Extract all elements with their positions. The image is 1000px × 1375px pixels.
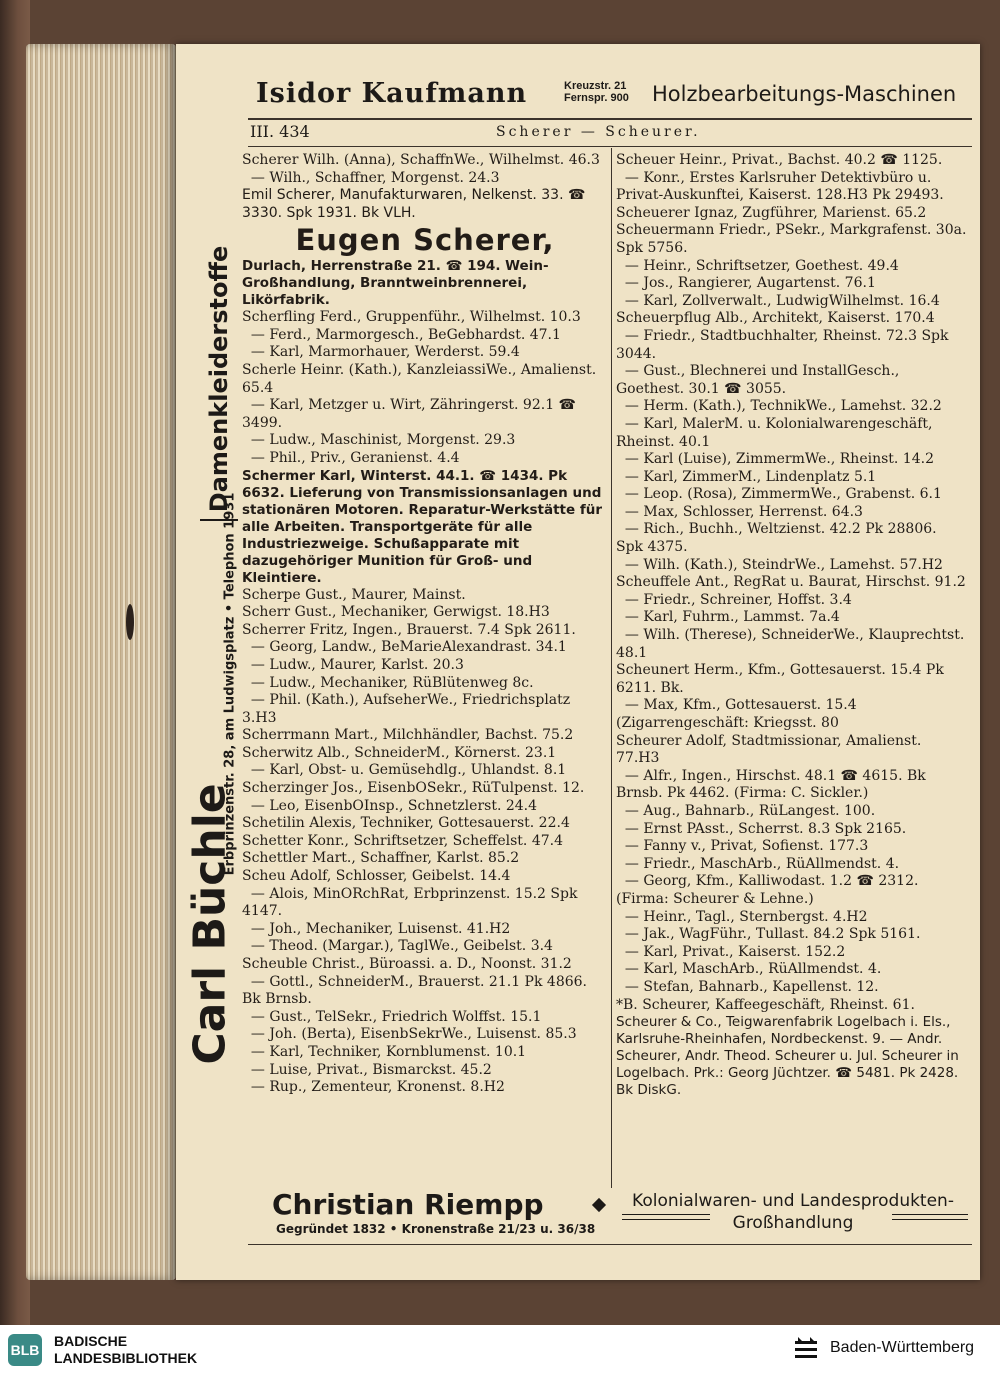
baden-wuerttemberg-lion-icon[interactable] <box>792 1335 820 1365</box>
list-item: — Max, Kfm., Gottesauerst. 15.4 (Zigarrengeschäft: Kriegsst. 80 <box>616 697 862 731</box>
directory-page <box>176 44 980 1280</box>
footer-ad-right-line2: Großhandlung <box>732 1213 854 1233</box>
list-item: — Ludw., Mechaniker, RüBlütenweg 8c. <box>242 674 534 691</box>
list-item: — Jak., WagFühr., Tullast. 84.2 Spk 5161. <box>616 926 921 943</box>
list-item: — Konr., Erstes Karlsruher Detektivbüro u. Privat-Auskunftei, Kaiserst. 128.H3 Pk 29493. <box>616 169 944 204</box>
ad-schermer: Schermer Karl, Winterst. 44.1. ☎ 1434. Pk 6632. Lieferung von Transmissionsanlagen und stationären Motoren. Reparatur-Werkstätte für alle Arbeiten. Transportgeräte für alle Industriezweige. Schußapparate mit dazugehöriger Munition für Groß- und Kleintiere. <box>242 467 607 586</box>
list-item: — Phil., Priv., Geranienst. 4.4 <box>242 449 460 466</box>
list-item: Scherle Heinr. (Kath.), KanzleiassiWe., Amalienst. 65.4 <box>242 361 601 396</box>
list-item: — Heinr., Schriftsetzer, Goethest. 49.4 <box>616 257 899 274</box>
list-item: — Karl, Techniker, Kornblumenst. 10.1 <box>242 1043 527 1060</box>
list-item: — Karl, Privat., Kaiserst. 152.2 <box>616 943 846 960</box>
list-item: Scheu Adolf, Schlosser, Geibelst. 14.4 <box>242 868 511 885</box>
list-item: Scheunert Herm., Kfm., Gottesauerst. 15.4 Pk 6211. Bk. <box>616 662 949 696</box>
list-item: — Wilh., Schaffner, Morgenst. 24.3 <box>242 169 500 186</box>
list-item: — Karl, Fuhrm., Lammst. 7a.4 <box>616 609 840 626</box>
page-number: III. 434 <box>250 122 310 141</box>
footer-ad-rule-right <box>892 1214 968 1220</box>
list-item: — Theod. (Margar.), TaglWe., Geibelst. 3.4 <box>242 938 553 955</box>
header-advertisement <box>256 78 972 116</box>
column-divider <box>611 148 612 1188</box>
footer-ad-right-line1: Kolonialwaren- und Landesprodukten- <box>632 1191 954 1211</box>
header-ad-name: Isidor Kaufmann <box>256 78 528 109</box>
list-item: — Ernst PAsst., Scherrst. 8.3 Spk 2165. <box>616 820 907 837</box>
list-item: Scherrer Fritz, Ingen., Brauerst. 7.4 Spk 2611. <box>242 621 576 638</box>
list-item: — Karl, Metzger u. Wirt, Zähringerst. 92.1 ☎ 3499. <box>242 397 581 431</box>
list-item: — Max, Schlosser, Herrenst. 64.3 <box>616 503 863 520</box>
list-item: — Karl, Obst- u. Gemüsehdlg., Uhlandst. 8.1 <box>242 762 567 779</box>
library-name-line1: BADISCHE <box>54 1333 128 1349</box>
list-item: — Luise, Privat., Bismarckst. 45.2 <box>242 1061 492 1078</box>
list-item: — Friedr., Schreiner, Hoffst. 3.4 <box>616 591 852 608</box>
footer-rule <box>248 1244 972 1245</box>
state-name[interactable]: Baden-Württemberg <box>830 1339 975 1356</box>
list-item: — Phil. (Kath.), AufseherWe., Friedrichsplatz 3.H3 <box>242 692 575 726</box>
list-item: — Karl, MalerM. u. Kolonialwarengeschäft, Rheinst. 40.1 <box>616 415 937 450</box>
footer-ad-sub: Gegründet 1832 • Kronenstraße 21/23 u. 36/38 <box>276 1222 596 1236</box>
list-item: Scheurer Adolf, Stadtmissionar, Amalienst. 77.H3 <box>616 732 926 767</box>
side-ad-body <box>184 492 242 1065</box>
list-item: Scherer Wilh. (Anna), SchaffnWe., Wilhelmst. 46.3 <box>242 152 600 168</box>
list-item: — Ferd., Marmorgesch., BeGebhardst. 47.1 <box>242 326 561 343</box>
list-item: Schettler Mart., Schaffner, Karlst. 85.2 <box>242 850 520 867</box>
ad-scheurer-co: Scheurer & Co., Teigwarenfabrik Logelbach i. Els., Karlsruhe-Rheinhafen, Nordbeckenst. 9. — Andr. Scheurer, Andr. Theod. Scheurer u. Jul. Scheurer in Logelbach. Prk.: Georg Jüchtzer. ☎ 5481. Pk 2428. Bk DiskG. <box>616 1014 964 1099</box>
list-item: Scherzinger Jos., EisenbOSekr., RüTulpenst. 12. <box>242 780 585 797</box>
list-item: Scheuerpflug Alb., Architekt, Kaiserst. 170.4 <box>616 310 935 327</box>
list-item: Scherfling Ferd., Gruppenführ., Wilhelmst. 10.3 <box>242 309 581 326</box>
footer-ad-name: Christian Riempp <box>272 1188 544 1221</box>
list-item: — Ludw., Maschinist, Morgenst. 29.3 <box>242 432 516 449</box>
footer-ad-right <box>618 1190 968 1234</box>
list-item: — Friedr., MaschArb., RüAllmendst. 4. <box>616 855 900 872</box>
list-item: Scherpe Gust., Maurer, Mainst. <box>242 586 466 603</box>
list-item: — Leop. (Rosa), ZimmermWe., Grabenst. 6.1 <box>616 486 942 503</box>
ad-eugen-scherer-name: Eugen Scherer, <box>295 223 555 258</box>
list-item: Scheuermann Friedr., PSekr., Markgrafenst. 30a. Spk 5756. <box>616 222 971 256</box>
list-item: — Georg, Landw., BeMarieAlexandrast. 34.1 <box>242 639 567 656</box>
list-item: — Joh. (Berta), EisenbSekrWe., Luisenst. 85.3 <box>242 1026 577 1043</box>
list-item: — Stefan, Bahnarb., Kapellenst. 12. <box>616 978 879 995</box>
page-range-header: Scherer — Scheurer. <box>496 124 701 140</box>
list-item: — Herm. (Kath.), TechnikWe., Lamehst. 32.2 <box>616 398 942 415</box>
list-item: — Jos., Rangierer, Augartenst. 76.1 <box>616 275 876 292</box>
footer-ad-rule-left <box>622 1214 710 1220</box>
list-item: — Aug., Bahnarb., RüLangest. 100. <box>616 802 876 819</box>
list-item: Emil Scherer, Manufakturwaren, Nelkenst. 33. ☎ 3330. Spk 1931. Bk VLH. <box>242 187 590 221</box>
list-item: — Alois, MinORchRat, Erbprinzenst. 15.2 Spk 4147. <box>242 885 582 920</box>
list-item: Scherrmann Mart., Milchhändler, Bachst. 75.2 <box>242 727 574 744</box>
edge-mark <box>126 604 134 640</box>
list-item: — Ludw., Maurer, Karlst. 20.3 <box>242 656 464 673</box>
list-item: Scheuerer Ignaz, Zugführer, Marienst. 65.2 <box>616 204 927 221</box>
side-ad-name: Carl Büchle <box>184 783 236 1065</box>
list-item: — Fanny v., Privat, Sofienst. 177.3 <box>616 838 869 855</box>
list-item: — Karl, MaschArb., RüAllmendst. 4. <box>616 961 882 978</box>
viewer-footer <box>0 1325 1000 1375</box>
header-rule <box>248 118 972 120</box>
list-item: Schetter Konr., Schriftsetzer, Scheffelst. 47.4 <box>242 832 564 849</box>
header-ad-address <box>564 80 629 104</box>
side-ad-top <box>196 244 242 514</box>
list-item: — Gottl., SchneiderM., Brauerst. 21.1 Pk 4866. Bk Brnsb. <box>242 973 592 1008</box>
side-advertisement <box>184 244 242 1065</box>
library-name[interactable] <box>54 1333 197 1367</box>
footer-ad-diamond <box>592 1198 606 1212</box>
left-column <box>242 152 608 1097</box>
list-item: — Friedr., Stadtbuchhalter, Rheinst. 72.3 Spk 3044. <box>616 327 953 362</box>
list-item: — Alfr., Ingen., Hirschst. 48.1 ☎ 4615. Bk Brnsb. Pk 4462. (Firma: C. Sickler.) <box>616 767 931 802</box>
list-item: Scherr Gust., Mechaniker, Gerwigst. 18.H3 <box>242 604 550 621</box>
list-item: — Georg, Kfm., Kalliwodast. 1.2 ☎ 2312. (Firma: Scheurer & Lehne.) <box>616 873 923 907</box>
header-ad-tagline: Holzbearbeitungs-Maschinen <box>652 82 957 106</box>
blb-logo[interactable]: BLB <box>8 1334 42 1366</box>
list-item: — Wilh. (Kath.), SteindrWe., Lamehst. 57.H2 <box>616 556 943 573</box>
list-item: — Karl, Zollverwalt., LudwigWilhelmst. 16.4 <box>616 292 940 309</box>
header-ad-phone: Fernspr. 900 <box>564 92 629 104</box>
list-item: — Gust., Blechnerei und InstallGesch., Goethest. 30.1 ☎ 3055. <box>616 363 904 397</box>
list-item: Schetilin Alexis, Techniker, Gottesauerst. 22.4 <box>242 815 570 832</box>
list-item: — Leo, EisenbOInsp., Schnetzlerst. 24.4 <box>242 797 538 814</box>
right-column <box>616 152 971 1099</box>
list-item: Scheuer Heinr., Privat., Bachst. 40.2 ☎ 1125. <box>616 152 943 168</box>
list-item: — Karl, ZimmerM., Lindenplatz 5.1 <box>616 468 877 485</box>
ad-eugen-scherer-detail: Durlach, Herrenstraße 21. ☎ 194. Wein-Großhandlung, Branntweinbrennerei, Likörfabrik. <box>242 258 549 309</box>
library-name-line2: LANDESBIBLIOTHEK <box>54 1350 198 1366</box>
list-item: — Wilh. (Therese), SchneiderWe., Klauprechtst. 48.1 <box>616 627 969 661</box>
list-item: — Rich., Buchh., Weltzienst. 42.2 Pk 28806. Spk 4375. <box>616 521 942 556</box>
list-item: — Gust., TelSekr., Friedrich Wolffst. 15.1 <box>242 1008 542 1025</box>
list-item: — Joh., Mechaniker, Luisenst. 41.H2 <box>242 920 511 937</box>
list-item: Scherwitz Alb., SchneiderM., Körnerst. 23.1 <box>242 744 557 761</box>
list-item: — Karl (Luise), ZimmermWe., Rheinst. 14.2 <box>616 451 934 468</box>
list-item: — Heinr., Tagl., Sternbergst. 4.H2 <box>616 908 868 925</box>
list-item: Scheuffele Ant., RegRat u. Baurat, Hirschst. 91.2 <box>616 574 966 591</box>
page-edges <box>26 44 176 1280</box>
subheader-rule <box>248 146 972 147</box>
header-ad-street: Kreuzstr. 21 <box>564 80 627 92</box>
list-item: — Rup., Zementeur, Kronenst. 8.H2 <box>242 1079 505 1096</box>
list-item: *B. Scheurer, Kaffeegeschäft, Rheinst. 61. <box>616 996 915 1013</box>
side-ad-detail: Erbprinzenstr. 28, am Ludwigsplatz • Telephon 1931 <box>222 492 238 876</box>
side-ad-top-text: Damenkleiderstoffe <box>205 245 233 513</box>
list-item: Scheuble Christ., Büroassi. a. D., Noonst. 31.2 <box>242 956 572 972</box>
footer-advertisement <box>272 1188 972 1240</box>
list-item: — Karl, Marmorhauer, Werderst. 59.4 <box>242 344 520 361</box>
